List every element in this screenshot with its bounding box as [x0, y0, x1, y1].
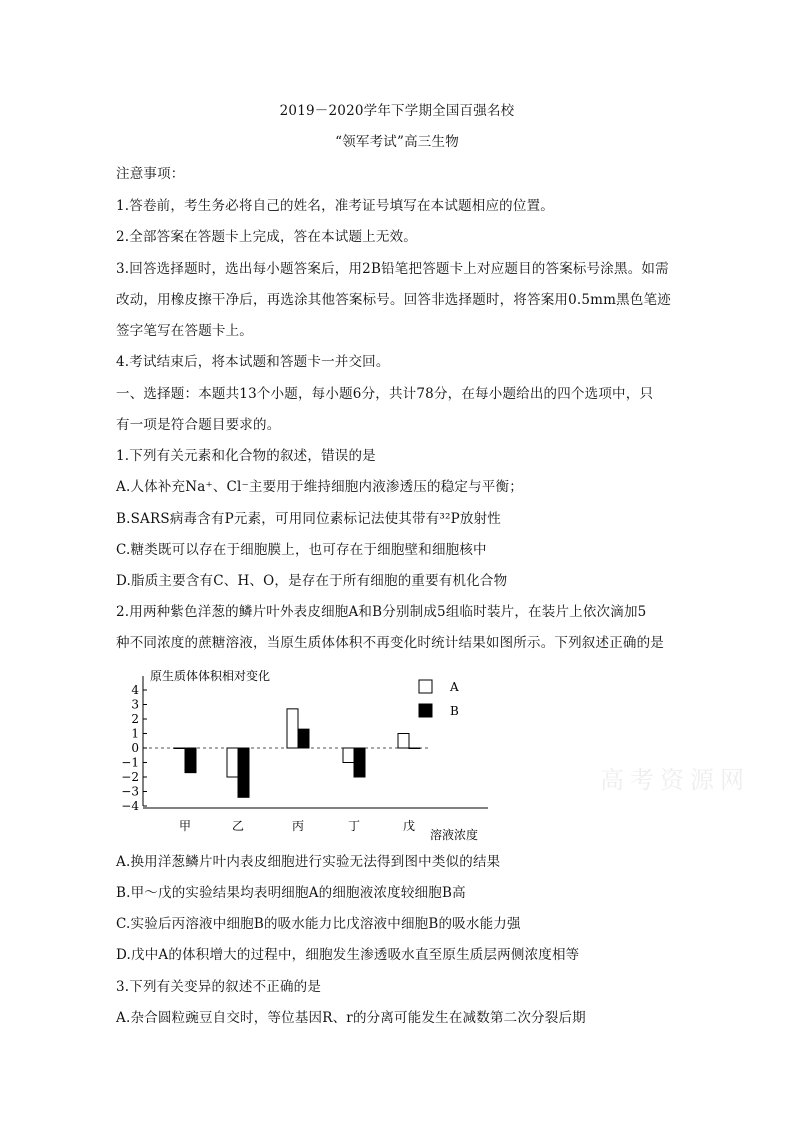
y-tick-label: −4 [121, 799, 139, 813]
legend-swatch-A [419, 680, 432, 693]
bar-A-3 [343, 748, 354, 763]
y-tick-label: 0 [131, 741, 139, 755]
q1-option-b: B.SARS病毒含有P元素，可用同位素标记法使其带有³²P放射性 [116, 511, 502, 527]
legend-label: A [450, 680, 459, 694]
q2-stem: 2.用两种紫色洋葱的鳞片叶外表皮细胞A和B分别制成5组临时装片，在装片上依次滴加5 [116, 604, 647, 620]
y-tick-label: −1 [121, 755, 139, 770]
bar-B-3 [354, 748, 365, 777]
watermark: 高考资源网 [600, 766, 750, 794]
legend-label: B [450, 704, 459, 718]
notice-item: 签字笔写在答题卡上。 [116, 323, 253, 339]
notice-item: 2.全部答案在答题卡上完成，答在本试题上无效。 [116, 229, 417, 245]
category-label: 乙 [231, 819, 245, 833]
q2-option-b: B.甲～戊的实验结果均表明细胞A的细胞液浓度较细胞B高 [116, 885, 466, 901]
y-tick-label: 2 [131, 712, 139, 726]
x-axis-label: 溶液浓度 [430, 828, 479, 842]
exam-subtitle: “领军考试”高三生物 [335, 134, 459, 150]
section-instructions: 一、选择题：本题共13个小题，每小题6分，共计78分，在每小题给出的四个选项中，只 [116, 386, 654, 402]
category-label: 丙 [291, 819, 305, 833]
bar-B-2 [298, 729, 309, 748]
y-axis-label: 原生质体体积相对变化 [150, 669, 271, 683]
category-label: 甲 [178, 819, 192, 833]
category-label: 戊 [402, 819, 416, 833]
q3-stem: 3.下列有关变异的叙述不正确的是 [116, 979, 322, 995]
bar-B-4 [409, 748, 420, 749]
q1-option-a: A.人体补充Na⁺、Cl⁻主要用于维持细胞内液渗透压的稳定与平衡； [116, 479, 523, 495]
q1-option-d: D.脂质主要含有C、H、O，是存在于所有细胞的重要有机化合物 [116, 573, 508, 589]
section-instructions: 有一项是符合题目要求的。 [116, 417, 281, 433]
bar-B-0 [185, 748, 196, 773]
bar-A-0 [174, 748, 185, 749]
y-tick-label: 3 [131, 697, 139, 712]
bar-chart [118, 662, 518, 847]
y-tick-label: 1 [131, 726, 139, 741]
y-tick-label: −3 [121, 784, 139, 799]
y-tick-label: −2 [121, 770, 139, 784]
bar-A-1 [227, 748, 238, 777]
bar-A-4 [398, 734, 409, 749]
notice-item: 3.回答选择题时，选出每小题答案后，用2B铅笔把答题卡上对应题目的答案标号涂黑。如需 [116, 261, 669, 277]
notice-item: 1.答卷前，考生务必将自己的姓名，准考证号填写在本试题相应的位置。 [116, 198, 554, 214]
q1-stem: 1.下列有关元素和化合物的叙述，错误的是 [116, 448, 376, 464]
bar-B-1 [238, 748, 249, 797]
legend-swatch-B [419, 704, 432, 717]
q2-option-d: D.戊中A的体积增大的过程中，细胞发生渗透吸水直至原生质层两侧浓度相等 [116, 947, 580, 963]
q3-option-a: A.杂合圆粒豌豆自交时，等位基因R、r的分离可能发生在减数第二次分裂后期 [116, 1010, 586, 1026]
q2-option-c: C.实验后丙溶液中细胞B的吸水能力比戊溶液中细胞B的吸水能力强 [116, 916, 521, 932]
category-label: 丁 [347, 819, 361, 833]
notice-item: 4.考试结束后，将本试题和答题卡一并交回。 [116, 354, 390, 370]
y-tick-label: 4 [131, 683, 139, 697]
q2-stem: 种不同浓度的蔗糖溶液，当原生质体体积不再变化时统计结果如图所示。下列叙述正确的是 [116, 635, 664, 651]
exam-title: 2019－2020学年下学期全国百强名校 [279, 103, 515, 119]
notice-heading: 注意事项： [116, 166, 185, 182]
bar-A-2 [287, 709, 298, 748]
q1-option-c: C.糖类既可以存在于细胞膜上，也可存在于细胞壁和细胞核中 [116, 542, 487, 558]
q2-option-a: A.换用洋葱鳞片叶内表皮细胞进行实验无法得到图中类似的结果 [116, 854, 501, 870]
notice-item: 改动，用橡皮擦干净后，再选涂其他答案标号。回答非选择题时，将答案用0.5mm黑色笔迹 [116, 292, 671, 308]
